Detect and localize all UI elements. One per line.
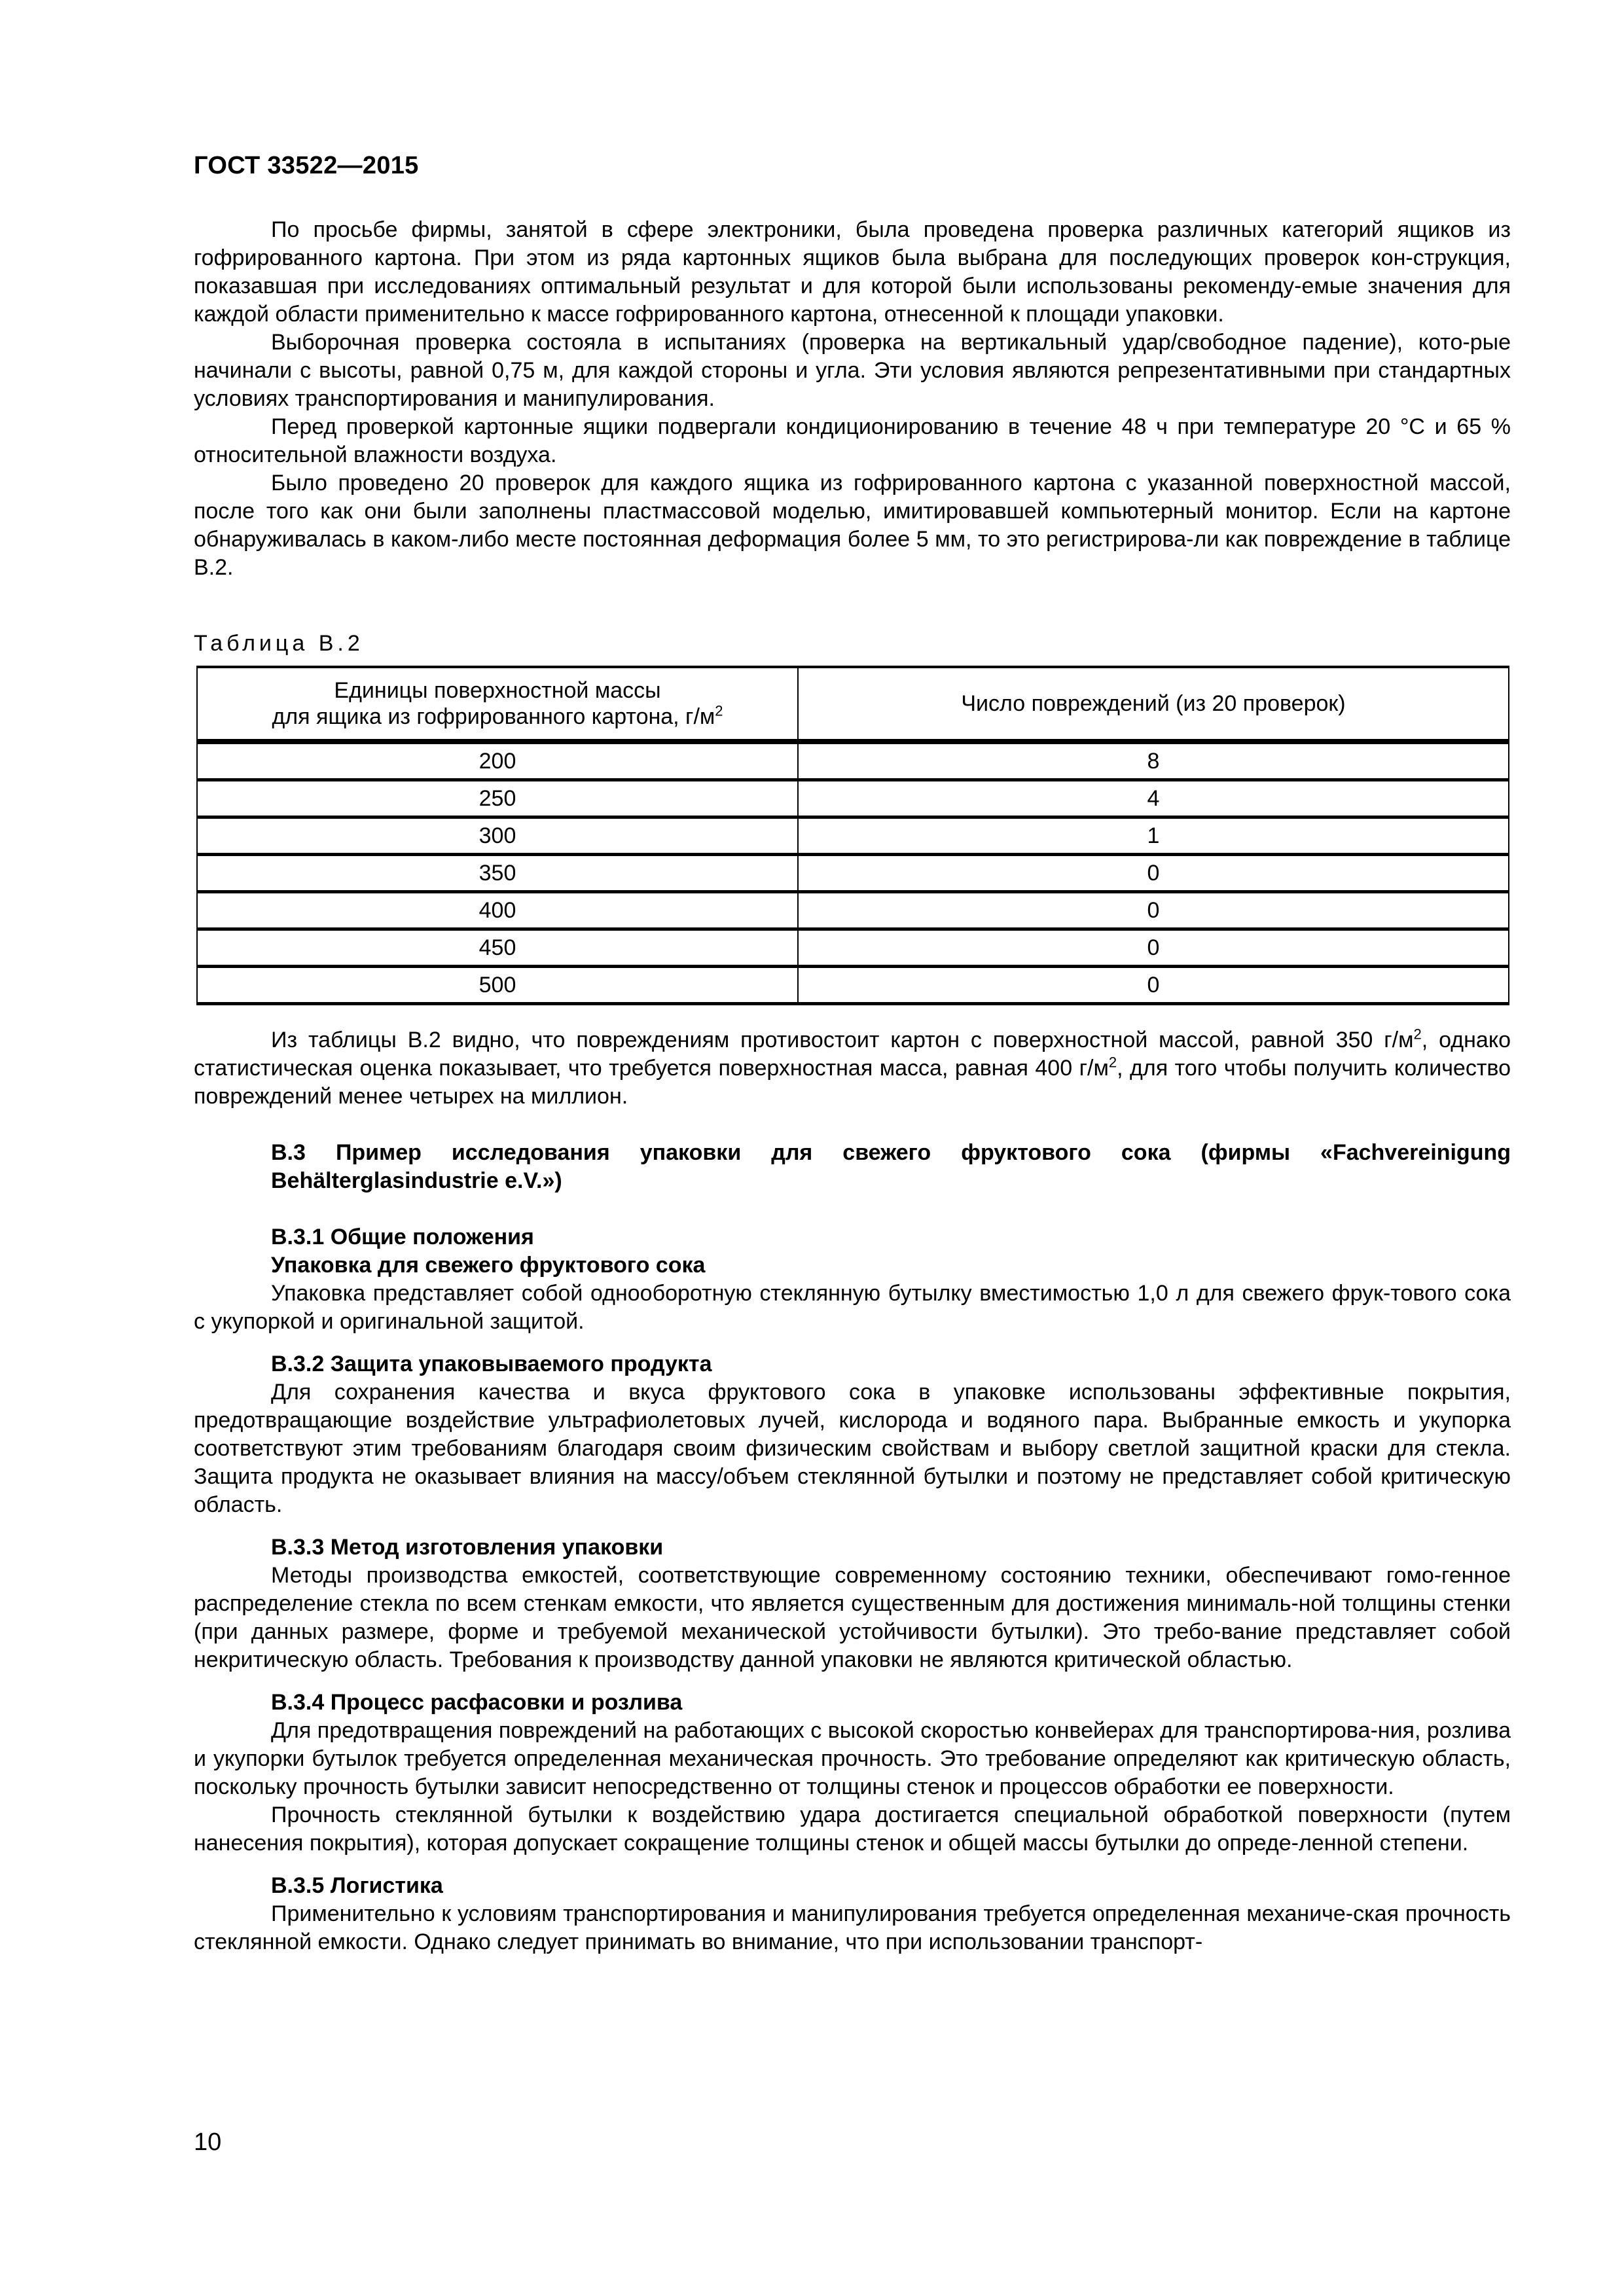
table-row [197, 817, 1509, 855]
cell-damages: 0 [798, 929, 1509, 967]
conclusion-section [194, 1026, 1511, 1111]
cell-mass: 300 [197, 817, 798, 855]
cell-mass: 250 [197, 780, 798, 817]
damage-table [196, 666, 1509, 1005]
section-b31-subtitle: Упаковка для свежего фруктового сока [271, 1253, 706, 1278]
section-b35-title: В.3.5 Логистика [271, 1873, 443, 1898]
conclusion-paragraph [194, 1026, 1511, 1111]
cell-damages: 0 [798, 967, 1509, 1004]
section-b34-title: В.3.4 Процесс расфасовки и розлива [271, 1690, 683, 1715]
section-b32-text: Для сохранения качества и вкуса фруктового сока в упаковке использованы эффективные покрытия, предотвращающие воздействие ультрафиолетовых лучей, кислорода и водяного пара. Выбранные емкость и укупорка соответствуют этим требованиям благодаря своим физическим свойствам и выбору светлой защитной краски для стекла. Защита продукта не оказывает влияния на массу/объем стеклянной бутылки и поэтому не представляет собой критическую область. [194, 1380, 1511, 1517]
cell-damages: 1 [798, 817, 1509, 855]
cell-mass: 400 [197, 892, 798, 929]
table-row [197, 929, 1509, 967]
conclusion-text-3: , для того чтобы получить количество повреждений менее четырех на миллион. [194, 1056, 1511, 1109]
section-b3-title: В.3 Пример исследования упаковки для свежего фруктового сока (фирмы «Fachvereinigung Behälterglasindustrie e.V.») [271, 1140, 1511, 1193]
table-header-mass [197, 667, 798, 740]
intro-paragraph-4: Было проведено 20 проверок для каждого ящика из гофрированного картона с указанной поверхностной массой, после того как они были заполнены пластмассовой моделью, имитировавшей компьютерный монитор. Если на картоне обнаруживалась в каком-либо месте постоянная деформация более 5 мм, то это регистрирова-ли как повреждение в таблице В.2. [194, 471, 1511, 580]
section-b3 [194, 1139, 1511, 1956]
cell-mass: 500 [197, 967, 798, 1004]
cell-damages: 0 [798, 892, 1509, 929]
table-row [197, 780, 1509, 817]
section-b34-text-1: Для предотвращения повреждений на работающих с высокой скоростью конвейерах для транспортирова-ния, розлива и укупорки бутылок требуется определенная механическая прочность. Это требование определяют как критическую область, поскольку прочность бутылки зависит непосредственно от толщины стенок и процессов обработки ее поверхности. [194, 1718, 1511, 1799]
intro-paragraph-2: Выборочная проверка состояла в испытаниях (проверка на вертикальный удар/свободное падение), кото-рые начинали с высоты, равной 0,75 м, для каждой стороны и угла. Эти условия являются репрезентативными при стандартных условиях транспортирования и манипулирования. [194, 330, 1511, 411]
table-header-row [197, 667, 1509, 740]
cell-mass: 350 [197, 855, 798, 892]
table-row [197, 743, 1509, 780]
sup-2: 2 [1108, 1054, 1117, 1071]
section-b34-text-2: Прочность стеклянной бутылки к воздействию удара достигается специальной обработкой поверхности (путем нанесения покрытия), которая допускает сокращение толщины стенок и общей массы бутылки до опреде-ленной степени. [194, 1803, 1511, 1856]
section-b31-text: Упаковка представляет собой однооборотную стеклянную бутылку вместимостью 1,0 л для свежего фрук-тового сока с укупоркой и оригинальной защитой. [194, 1281, 1511, 1334]
section-b31-title: В.3.1 Общие положения [271, 1225, 534, 1249]
intro-section [194, 216, 1511, 582]
section-b33-title: В.3.3 Метод изготовления упаковки [271, 1535, 664, 1560]
intro-paragraph-3: Перед проверкой картонные ящики подвергали кондиционированию в течение 48 ч при температуре 20 °С и 65 % относительной влажности воздуха. [194, 414, 1511, 467]
table-row [197, 855, 1509, 892]
section-b32-title: В.3.2 Защита упаковываемого продукта [271, 1352, 712, 1376]
table-caption: Таблица В.2 [194, 631, 364, 656]
page-number: 10 [194, 2128, 222, 2156]
cell-damages: 0 [798, 855, 1509, 892]
table-header-damages: Число повреждений (из 20 проверок) [798, 667, 1509, 740]
conclusion-text-2: , однако статистическая оценка показывает, что требуется поверхностная масса, равная 400 г/м [194, 1028, 1511, 1081]
cell-damages: 8 [798, 743, 1509, 780]
cell-mass: 450 [197, 929, 798, 967]
document-header: ГОСТ 33522—2015 [194, 152, 419, 179]
conclusion-text-1: Из таблицы В.2 видно, что повреждениям противостоит картон с поверхностной массой, равной 350 г/м [271, 1028, 1414, 1052]
section-b35-text: Применительно к условиям транспортирования и манипулирования требуется определенная механиче-ская прочность стеклянной емкости. Однако следует принимать во внимание, что при использовании транспорт- [194, 1901, 1511, 1954]
cell-damages: 4 [798, 780, 1509, 817]
table-row [197, 892, 1509, 929]
table-section [194, 630, 1511, 1005]
table-row [197, 967, 1509, 1004]
header-mass-line2: для ящика из гофрированного картона, г/м [272, 704, 715, 729]
section-b33-text: Методы производства емкостей, соответствующие современному состоянию техники, обеспечивают гомо-генное распределение стекла по всем стенкам емкости, что является существенным для достижения минималь-ной толщины стенки (при данных размере, форме и требуемой механической устойчивости бутылки). Это требо-вание представляет собой некритическую область. Требования к производству данной упаковки не являются критической областью. [194, 1563, 1511, 1672]
sup-1: 2 [1413, 1026, 1422, 1043]
header-mass-sup: 2 [715, 702, 723, 719]
header-mass-line1: Единицы поверхностной массы [334, 678, 661, 703]
cell-mass: 200 [197, 743, 798, 780]
intro-paragraph-1: По просьбе фирмы, занятой в сфере электроники, была проведена проверка различных категорий ящиков из гофрированного картона. При этом из ряда картонных ящиков была выбрана для последующих проверок кон-струкция, показавшая при исследованиях оптимальный результат и для которой были использованы рекоменду-емые значения для каждой области применительно к массе гофрированного картона, отнесенной к площади упаковки. [194, 217, 1511, 327]
